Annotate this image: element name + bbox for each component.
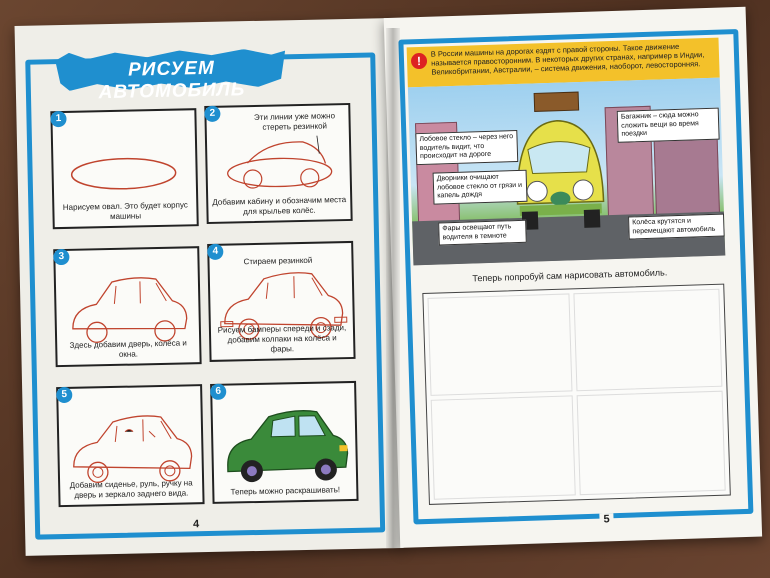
- faint-show-through: [573, 289, 722, 392]
- step-number: 3: [53, 249, 69, 265]
- step-6-car-illustration: [212, 383, 356, 502]
- step-caption: Здесь добавим дверь, колёса и окна.: [69, 338, 187, 359]
- callout-wipers: Дворники очищают лобовое стекло от грязи и капель дождя: [433, 170, 528, 204]
- book-spine: [386, 28, 400, 548]
- step-number: 4: [207, 244, 223, 260]
- step-5-panel: [56, 384, 204, 507]
- step-note: Стираем резинкой: [243, 255, 313, 267]
- callout-trunk: Багажник – сюда можно сложить вещи во время поездки: [617, 108, 720, 143]
- step-1-panel: [50, 108, 198, 229]
- step-number: 6: [210, 384, 226, 400]
- step-2-panel: [204, 103, 352, 224]
- step-caption: Добавим сиденье, руль, ручку на дверь и зеркало заднего вида.: [69, 478, 193, 500]
- step-caption: Рисуем бамперы спереди и сзади, добавим колпаки на колёса и фары.: [217, 323, 347, 354]
- callout-wheels: Колёса крутятся и перемещают автомобиль: [628, 214, 725, 240]
- step-caption: Нарисуем овал. Это будет корпус машины: [62, 200, 188, 222]
- step-caption: Теперь можно раскрашивать!: [230, 485, 341, 497]
- right-page: [384, 7, 762, 548]
- info-text: В России машины на дорогах ездят с правой стороны. Такое движение называется правосторонним. В некоторых других странах, например в Индии, Великобритании, Австралии, – система движения, наоборот, левосторонняя.: [430, 41, 705, 77]
- faint-show-through: [431, 395, 576, 499]
- page-number: 4: [189, 518, 203, 530]
- callout-headlights: Фары освещают путь водителя в темноте: [438, 220, 527, 246]
- faint-show-through: [577, 391, 726, 496]
- step-3-panel: [53, 246, 201, 367]
- drawing-area: [422, 284, 731, 505]
- step-number: 5: [56, 387, 72, 403]
- drawing-prompt: Теперь попробуй сам нарисовать автомобиль.: [472, 267, 668, 284]
- left-page: [15, 18, 404, 556]
- page-number: 5: [599, 513, 613, 525]
- car-anatomy-illustration: [408, 78, 725, 266]
- page-title: РИСУЕМ АВТОМОБИЛЬ: [98, 57, 246, 104]
- step-caption: Добавим кабину и обозначим места для крыльев колёс.: [212, 195, 347, 217]
- exclamation-icon: !: [411, 53, 427, 69]
- step-number: 1: [50, 111, 66, 127]
- step-4-panel: [207, 241, 355, 362]
- faint-show-through: [427, 293, 572, 395]
- callout-windshield: Лобовое стекло – через него водитель видит, что происходит на дороге: [415, 130, 518, 165]
- step-number: 2: [204, 106, 220, 122]
- step-note: Эти линии уже можно стереть резинкой: [253, 111, 336, 132]
- step-6-panel: [210, 381, 358, 504]
- open-book: [20, 18, 760, 558]
